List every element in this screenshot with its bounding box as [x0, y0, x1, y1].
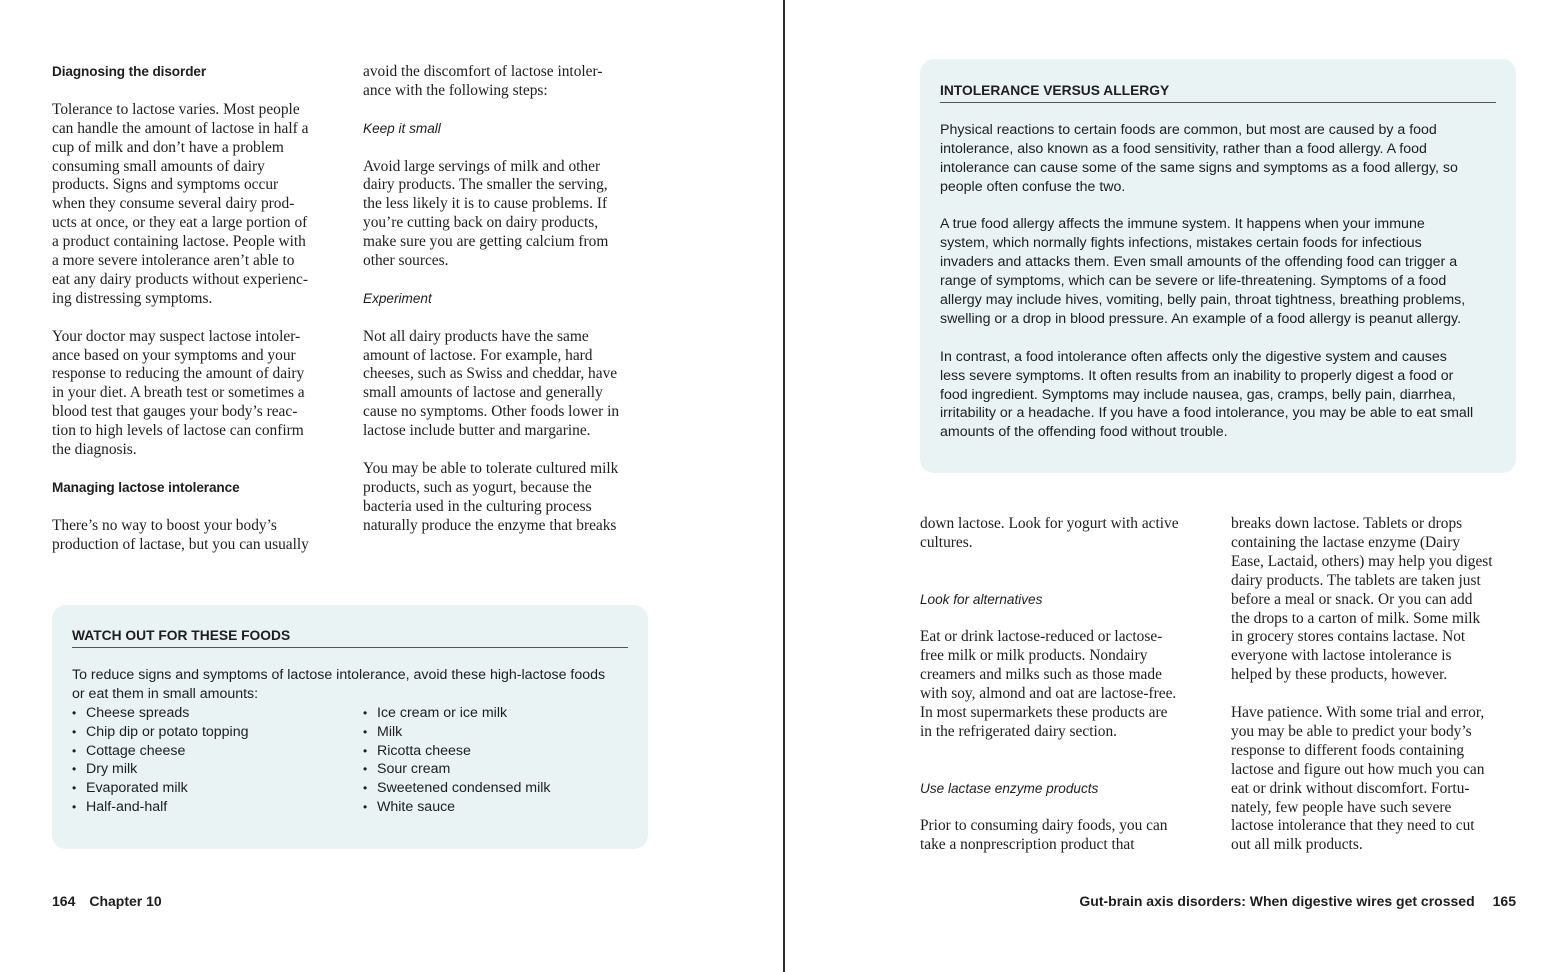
text-line: intolerance can cause some of the same signs and symptoms as a food allergy, so [940, 159, 1458, 176]
sidebar-box-intro [72, 666, 628, 704]
right-column-2 [1231, 515, 1531, 855]
subheading-keep-it-small: Keep it small [363, 120, 441, 136]
food-list-item: • Milk [363, 723, 551, 742]
text-line: products, such as yogurt, because the [363, 478, 592, 496]
sidebar-box-title: WATCH OUT FOR THESE FOODS [72, 627, 628, 648]
food-list-right [363, 704, 551, 817]
page-number: 165 [1492, 893, 1516, 909]
text-line: ance with the following steps: [363, 81, 548, 99]
text-line: out all milk products. [1231, 836, 1363, 854]
text-line: intolerance, also known as a food sensitivity, rather than a food allergy. A food [940, 140, 1427, 157]
text-line: ing distressing symptoms. [52, 289, 213, 307]
text-line: amounts of the offending food without trouble. [940, 424, 1228, 441]
text-line: you may be able to predict your body’s [1231, 722, 1472, 740]
text-line: small amounts of lactose and generally [363, 384, 603, 402]
left-column-1 [52, 63, 347, 555]
chapter-label: Chapter 10 [89, 893, 162, 909]
text-line: ance based on your symptoms and your [52, 346, 296, 364]
text-line: cheeses, such as Swiss and cheddar, have [363, 365, 618, 383]
food-list-item: • Half-and-half [72, 798, 248, 817]
text-line: you’re cutting back on dairy products, [363, 214, 599, 232]
text-line: in the refrigerated dairy section. [920, 722, 1117, 740]
paragraph [52, 517, 347, 555]
food-list-item: • Evaporated milk [72, 779, 248, 798]
paragraph [363, 328, 663, 441]
subheading-experiment: Experiment [363, 290, 432, 306]
food-list-left [72, 704, 248, 817]
text-line: down lactose. Look for yogurt with active [920, 515, 1179, 532]
sidebar-paragraph [940, 348, 1496, 443]
sidebar-box-watch-out-foods [52, 605, 648, 849]
text-line: the drops to a carton of milk. Some milk [1231, 609, 1481, 627]
text-line: avoid the discomfort of lactose intoler- [363, 63, 603, 80]
text-line: blood test that gauges your body’s reac- [52, 403, 298, 421]
text-line: invaders and attacks them. Even small amounts of the offending food can trigger a [940, 254, 1458, 271]
paragraph [363, 63, 663, 101]
food-list-item: • Ricotta cheese [363, 742, 551, 761]
text-line: irritability or a headache. If you have a food intolerance, you may be able to eat small [940, 405, 1474, 422]
text-line: dairy products. The smaller the serving, [363, 176, 608, 194]
paragraph [920, 817, 1220, 855]
text-line: Your doctor may suspect lactose intoler- [52, 327, 301, 345]
text-line: in your diet. A breath test or sometimes a [52, 384, 305, 402]
text-line: Physical reactions to certain foods are common, but most are caused by a food [940, 121, 1437, 138]
text-line: In contrast, a food intolerance often affects only the digestive system and causes [940, 348, 1447, 365]
text-line: or eat them in small amounts: [72, 685, 259, 702]
sidebar-paragraph [940, 215, 1496, 328]
text-line: Prior to consuming dairy foods, you can [920, 817, 1168, 835]
subheading-look-for-alternatives: Look for alternatives [920, 591, 1043, 607]
sidebar-paragraph [940, 121, 1496, 197]
text-line: food ingredient. Symptoms may include nausea, gas, cramps, belly pain, diarrhea, [940, 386, 1456, 403]
text-line: response to reducing the amount of dairy [52, 365, 305, 383]
text-line: range of symptoms, which can be severe or life-threatening. Symptoms of a food [940, 273, 1447, 290]
text-line: naturally produce the enzyme that breaks [363, 516, 617, 534]
left-folio [52, 892, 162, 910]
food-list [72, 704, 628, 818]
text-line: Eat or drink lactose-reduced or lactose- [920, 628, 1163, 646]
text-line: cultures. [920, 533, 973, 551]
text-line: eat any dairy products without experienc- [52, 270, 308, 288]
text-line: lactose include butter and margarine. [363, 422, 591, 440]
text-line: lactose intolerance that they need to cut [1231, 817, 1475, 835]
text-line: make sure you are getting calcium from [363, 233, 609, 251]
text-line: in grocery stores contains lactase. Not [1231, 628, 1466, 646]
page-number: 164 [52, 893, 76, 909]
text-line: cup of milk and don’t have a problem [52, 138, 284, 156]
text-line: the diagnosis. [52, 441, 137, 459]
text-line: a more severe intolerance aren’t able to [52, 252, 295, 270]
book-spine [783, 0, 785, 972]
text-line: ucts at once, or they eat a large portion of [52, 214, 308, 232]
right-column-1 [920, 515, 1220, 855]
right-folio [1079, 892, 1516, 910]
text-line: bacteria used in the culturing process [363, 497, 592, 515]
text-line: products. Signs and symptoms occur [52, 176, 279, 194]
paragraph [363, 460, 663, 536]
text-line: free milk or milk products. Nondairy [920, 647, 1148, 665]
text-line: dairy products. The tablets are taken just [1231, 571, 1481, 589]
text-line: everyone with lactose intolerance is [1231, 647, 1452, 665]
paragraph [920, 628, 1220, 741]
text-line: A true food allergy affects the immune system. It happens when your immune [940, 216, 1425, 233]
food-list-item: • Cottage cheese [72, 742, 248, 761]
text-line: production of lactase, but you can usually [52, 535, 309, 553]
paragraph [1231, 515, 1531, 685]
text-line: with soy, almond and oat are lactose-free. [920, 685, 1177, 703]
food-list-item: • Sour cream [363, 760, 551, 779]
text-line: tion to high levels of lactose can confirm [52, 422, 304, 440]
text-line: Avoid large servings of milk and other [363, 157, 601, 175]
text-line: cause no symptoms. Other foods lower in [363, 403, 620, 421]
paragraph [920, 515, 1220, 553]
paragraph [52, 328, 347, 460]
running-head: Gut-brain axis disorders: When digestive wires get crossed [1079, 893, 1475, 909]
food-list-item: • Chip dip or potato topping [72, 723, 248, 742]
subheading-use-lactase: Use lactase enzyme products [920, 780, 1099, 796]
heading-diagnosing: Diagnosing the disorder [52, 64, 207, 79]
text-line: consuming small amounts of dairy [52, 157, 265, 175]
text-line: breaks down lactose. Tablets or drops [1231, 515, 1463, 532]
text-line: lactose and figure out how much you can [1231, 760, 1485, 778]
text-line: In most supermarkets these products are [920, 704, 1168, 722]
paragraph [52, 101, 347, 309]
text-line: To reduce signs and symptoms of lactose intolerance, avoid these high-lactose foods [72, 666, 606, 683]
food-list-item: • Dry milk [72, 760, 248, 779]
text-line: amount of lactose. For example, hard [363, 346, 593, 364]
text-line: Ease, Lactaid, others) may help you digest [1231, 552, 1493, 570]
food-list-item: • Cheese spreads [72, 704, 248, 723]
text-line: take a nonprescription product that [920, 836, 1135, 854]
text-line: There’s no way to boost your body’s [52, 516, 277, 534]
text-line: eat or drink without discomfort. Fortu- [1231, 779, 1470, 797]
text-line: swelling or a drop in blood pressure. An example of a food allergy is peanut allergy. [940, 310, 1462, 327]
text-line: people often confuse the two. [940, 178, 1126, 195]
text-line: when they consume several dairy prod- [52, 195, 295, 213]
text-line: containing the lactase enzyme (Dairy [1231, 533, 1461, 551]
sidebar-box-intolerance-vs-allergy [920, 59, 1516, 473]
text-line: You may be able to tolerate cultured milk [363, 459, 619, 477]
food-list-item: • Sweetened condensed milk [363, 779, 551, 798]
text-line: can handle the amount of lactose in half a [52, 119, 309, 137]
text-line: system, which normally fights infections, mistakes certain foods for infectious [940, 235, 1422, 252]
food-list-item: • White sauce [363, 798, 551, 817]
left-column-2 [363, 63, 663, 536]
text-line: a product containing lactose. People with [52, 233, 306, 251]
text-line: Have patience. With some trial and error, [1231, 704, 1485, 722]
text-line: nately, few people have such severe [1231, 798, 1452, 816]
text-line: less severe symptoms. It often results from an inability to properly digest a food or [940, 367, 1454, 384]
text-line: helped by these products, however. [1231, 666, 1448, 684]
text-line: allergy may include hives, vomiting, belly pain, throat tightness, breathing problems, [940, 292, 1466, 309]
heading-managing: Managing lactose intolerance [52, 479, 240, 495]
text-line: other sources. [363, 252, 449, 270]
text-line: creamers and milks such as those made [920, 666, 1162, 684]
text-line: response to different foods containing [1231, 741, 1465, 759]
text-line: the less likely it is to cause problems. If [363, 195, 608, 213]
text-line: Tolerance to lactose varies. Most people [52, 100, 300, 118]
food-list-item: • Ice cream or ice milk [363, 704, 551, 723]
text-line: before a meal or snack. Or you can add [1231, 590, 1473, 608]
paragraph [363, 158, 663, 271]
paragraph [1231, 704, 1531, 855]
text-line: Not all dairy products have the same [363, 327, 589, 345]
sidebar-box-title: INTOLERANCE VERSUS ALLERGY [940, 82, 1496, 103]
